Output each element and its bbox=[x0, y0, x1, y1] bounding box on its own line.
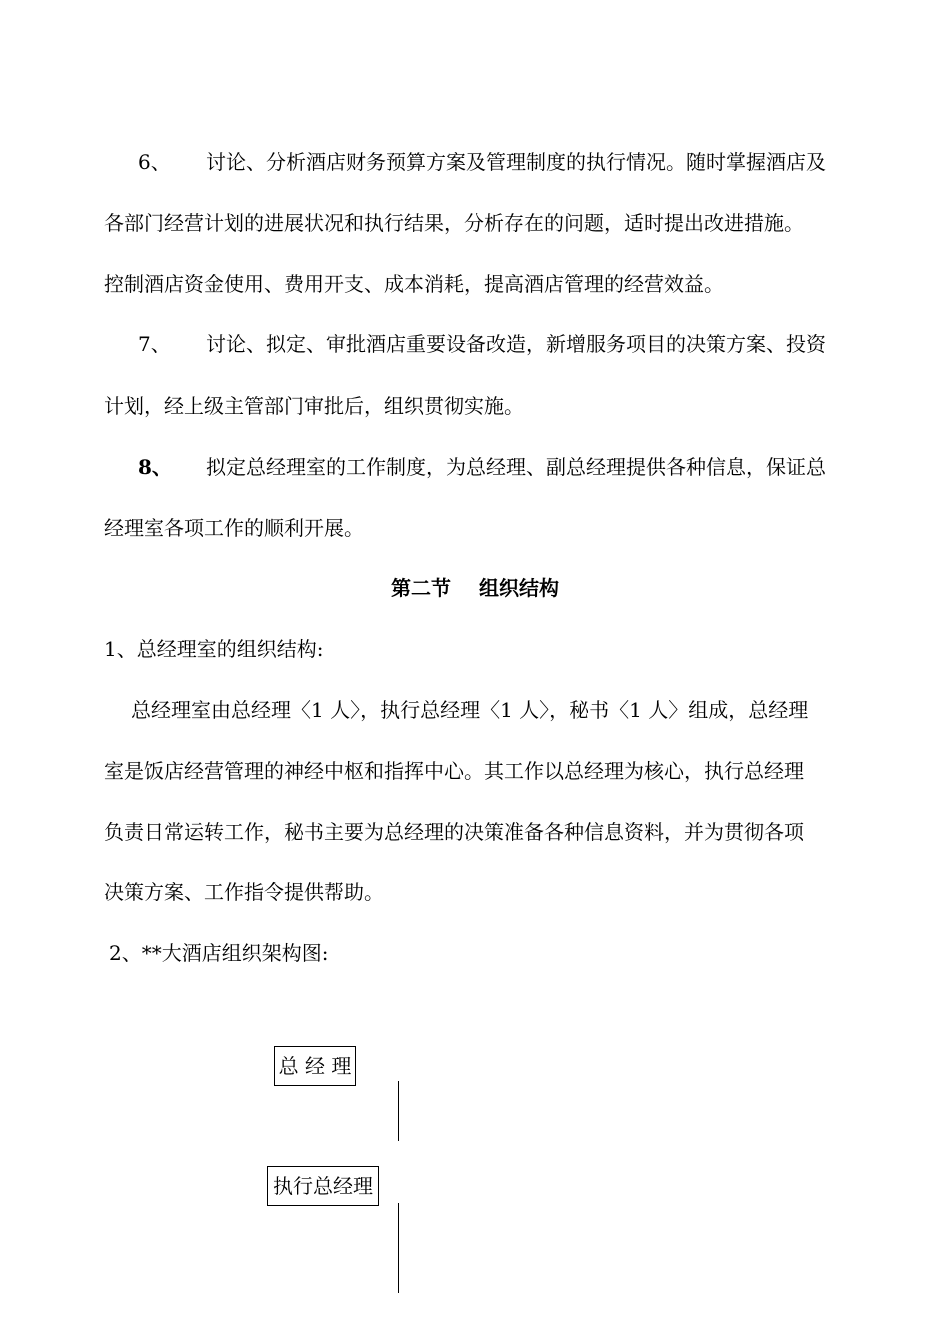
item-6-line-2: 各部门经营计划的进展状况和执行结果，分析存在的问题，适时提出改进措施。 bbox=[104, 211, 804, 235]
subsection-1-title: 1、总经理室的组织结构: bbox=[104, 637, 324, 661]
org-box-executive-gm: 执行总经理 bbox=[267, 1166, 379, 1206]
item-6-number: 6、 bbox=[138, 150, 171, 174]
subsection-1-line-3: 负责日常运转工作，秘书主要为总经理的决策准备各种信息资料，并为贯彻各项 bbox=[104, 820, 804, 844]
item-8-line-2: 经理室各项工作的顺利开展。 bbox=[104, 516, 364, 540]
item-7-line-2: 计划，经上级主管部门审批后，组织贯彻实施。 bbox=[104, 394, 524, 418]
subsection-2-title: 2、**大酒店组织架构图: bbox=[109, 941, 329, 965]
subsection-1-line-2: 室是饭店经营管理的神经中枢和指挥中心。其工作以总经理为核心，执行总经理 bbox=[104, 759, 804, 783]
item-6-text-1: 讨论、分析酒店财务预算方案及管理制度的执行情况。随时掌握酒店及 bbox=[206, 150, 826, 174]
item-8-text-1: 拟定总经理室的工作制度，为总经理、副总经理提供各种信息，保证总 bbox=[206, 455, 826, 479]
item-6-line-1 bbox=[104, 148, 894, 176]
org-connector-1 bbox=[398, 1081, 399, 1141]
subsection-1-line-4: 决策方案、工作指令提供帮助。 bbox=[104, 880, 384, 904]
item-6-line-3: 控制酒店资金使用、费用开支、成本消耗，提高酒店管理的经营效益。 bbox=[104, 272, 724, 296]
item-8-number: 8、 bbox=[138, 455, 172, 479]
section-title-part1: 第二节 bbox=[391, 576, 451, 600]
item-7-text-1: 讨论、拟定、审批酒店重要设备改造，新增服务项目的决策方案、投资 bbox=[206, 332, 826, 356]
item-7-line-1 bbox=[104, 330, 894, 358]
section-title-part2: 组织结构 bbox=[479, 576, 559, 600]
org-box-general-manager: 总 经 理 bbox=[274, 1046, 356, 1086]
subsection-1-line-1: 总经理室由总经理〈1 人〉，执行总经理〈1 人〉，秘书〈1 人〉组成，总经理 bbox=[131, 698, 809, 722]
org-connector-2 bbox=[398, 1203, 399, 1293]
section-heading bbox=[0, 574, 950, 602]
item-7-number: 7、 bbox=[138, 332, 171, 356]
item-8-line-1 bbox=[104, 453, 894, 481]
